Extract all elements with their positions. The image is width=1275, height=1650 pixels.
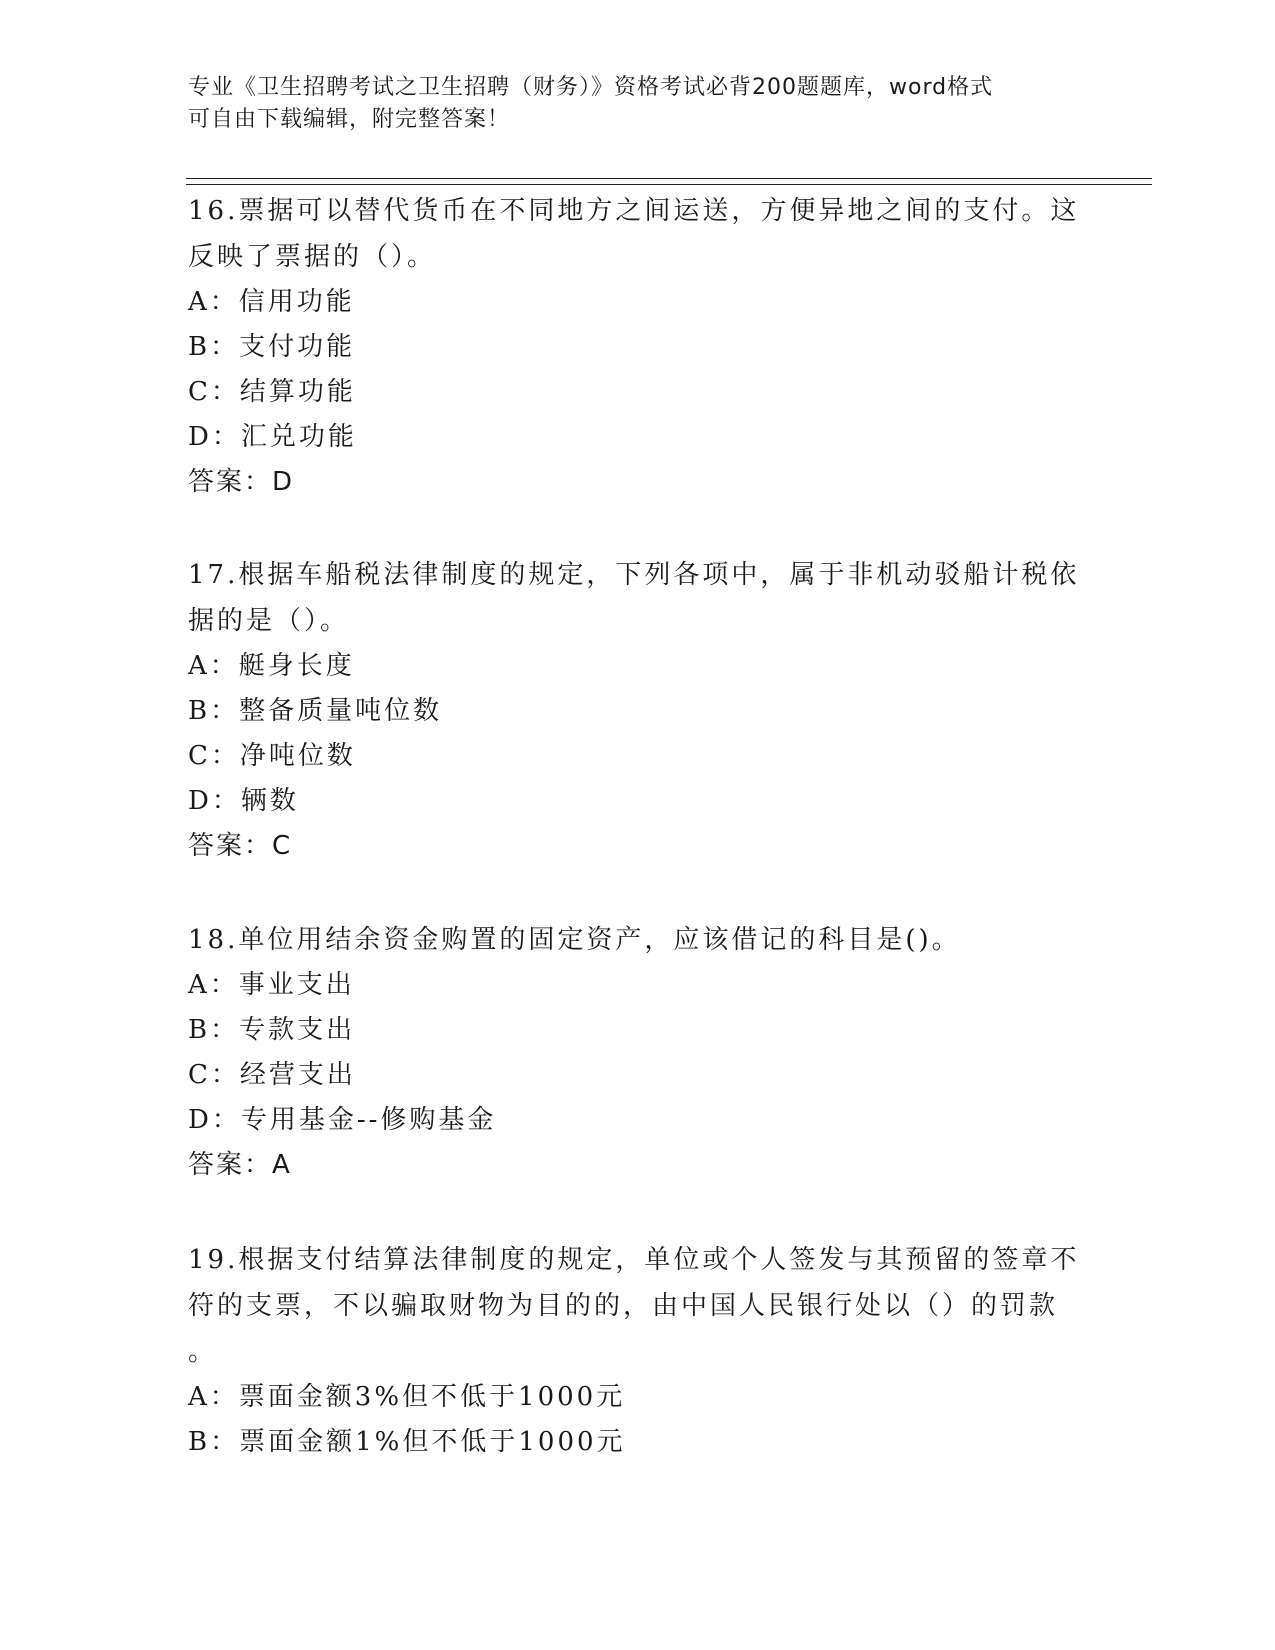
- header-rule-bottom: [186, 184, 1152, 185]
- header-line-2: 可自由下载编辑，附完整答案！: [188, 107, 511, 132]
- question-17: [188, 552, 1088, 869]
- question-text-line: 符的支票，不以骗取财物为目的的，由中国人民银行处以（）的罚款: [188, 1291, 1059, 1321]
- question-text-line: 据的是（）。: [188, 606, 350, 636]
- option-a: A：事业支出: [188, 970, 355, 1000]
- question-text-line: 18.单位用结余资金购置的固定资产，应该借记的科目是()。: [188, 925, 961, 955]
- option-a: A：信用功能: [188, 287, 355, 317]
- option-a: A：艇身长度: [188, 651, 355, 681]
- option-b: B：专款支出: [188, 1015, 356, 1045]
- option-d: D：汇兑功能: [188, 422, 357, 452]
- option-c: C：结算功能: [188, 377, 356, 407]
- answer: 答案：C: [188, 831, 293, 861]
- option-b: B：支付功能: [188, 332, 356, 362]
- option-d: D：专用基金--修购基金: [188, 1105, 497, 1135]
- question-text-line: 反映了票据的（）。: [188, 242, 437, 272]
- question-16: [188, 188, 1088, 505]
- option-c: C：净吨位数: [188, 741, 356, 771]
- option-a: A：票面金额3%但不低于1000元: [188, 1382, 626, 1412]
- answer: 答案：A: [188, 1150, 292, 1180]
- question-text-line: 。: [188, 1337, 218, 1367]
- option-c: C：经营支出: [188, 1060, 356, 1090]
- question-text-line: 19.根据支付结算法律制度的规定，单位或个人签发与其预留的签章不: [188, 1245, 1080, 1275]
- question-text-line: 17.根据车船税法律制度的规定，下列各项中，属于非机动驳船计税依: [188, 560, 1080, 590]
- option-d: D：辆数: [188, 786, 299, 816]
- header-rule-top: [186, 178, 1152, 179]
- header-line-1: 专业《卫生招聘考试之卫生招聘（财务）》资格考试必背200题题库，word格式: [188, 75, 994, 100]
- answer: 答案：D: [188, 467, 295, 497]
- question-19: [188, 1237, 1088, 1465]
- question-18: [188, 917, 1088, 1188]
- option-b: B：票面金额1%但不低于1000元: [188, 1427, 626, 1457]
- question-text-line: 16.票据可以替代货币在不同地方之间运送，方便异地之间的支付。这: [188, 196, 1080, 226]
- document-header: [188, 72, 1068, 136]
- option-b: B：整备质量吨位数: [188, 696, 443, 726]
